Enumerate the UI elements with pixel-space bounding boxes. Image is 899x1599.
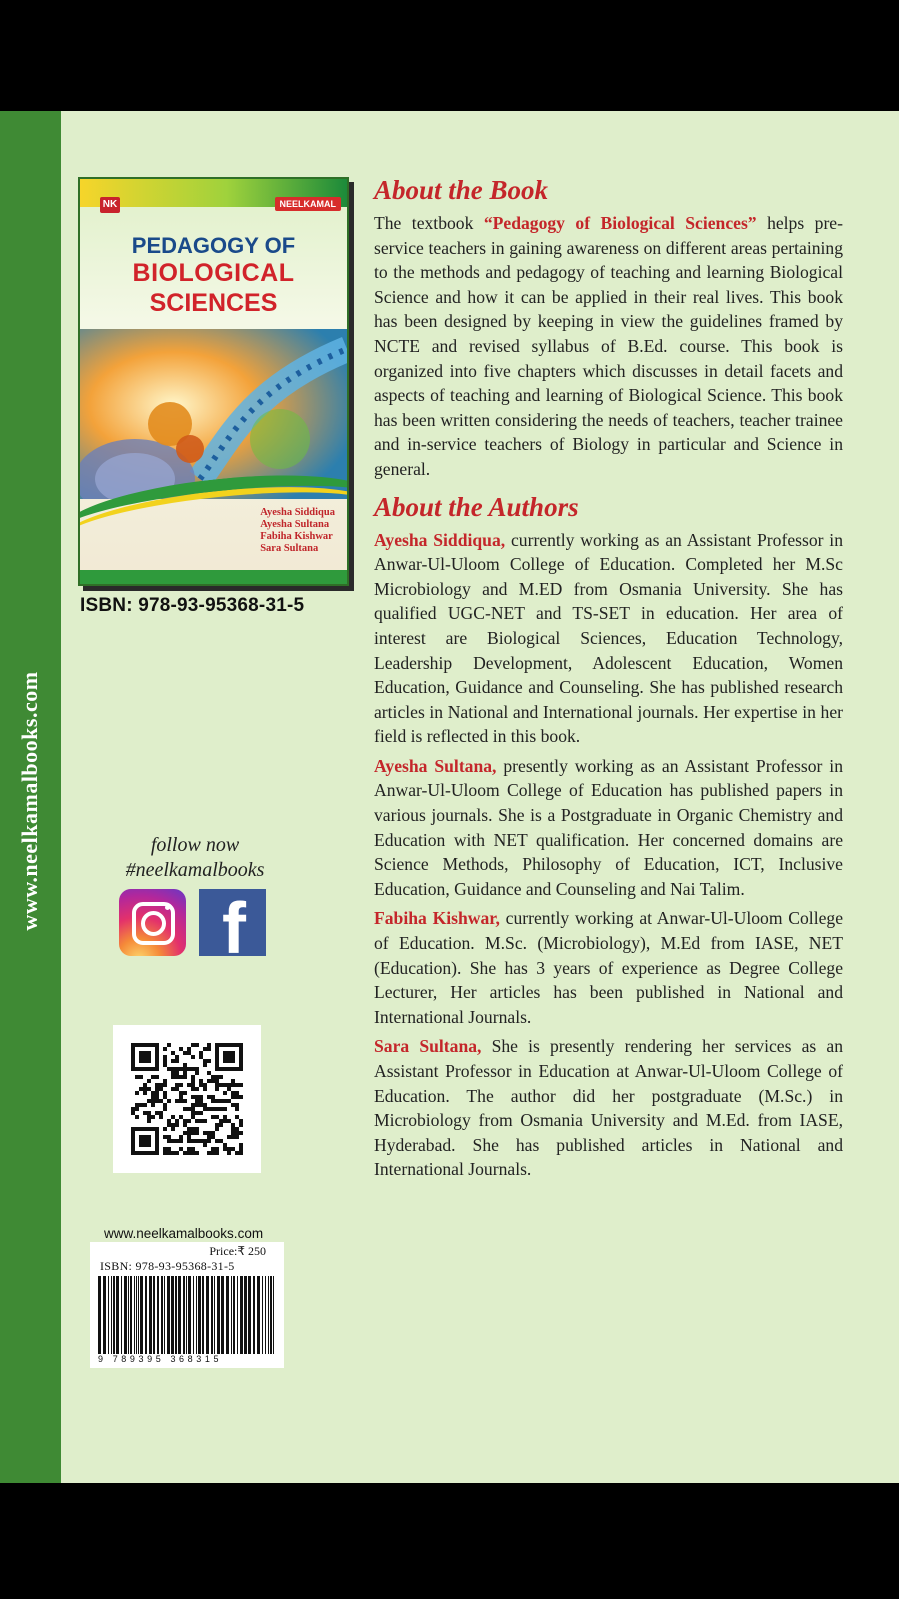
- author-name: Ayesha Siddiqua,: [374, 529, 506, 550]
- cover-author: Ayesha Sultana: [260, 519, 330, 530]
- author-name: Fabiha Kishwar,: [374, 908, 500, 929]
- cover-author: Ayesha Siddiqua: [260, 507, 335, 518]
- barcode-panel: [90, 1242, 284, 1368]
- instagram-icon[interactable]: [119, 889, 186, 956]
- about-book-text: [374, 211, 843, 482]
- author-bio-text: presently working as an Assistant Professor in Anwar-Ul-Uloom College of Education has published papers in various journals. She is a Postgraduate in Organic Chemistry and Education with NET qualification. Her concerned domains are Science Methods, Philosophy of Education, ICT, Inclusive Education, Guidance and Counseling and Nai Talim.: [374, 755, 843, 899]
- publisher-logo: NK: [100, 197, 120, 213]
- dna-helix-icon: [80, 329, 347, 499]
- social-follow: [120, 833, 270, 883]
- author-bio-text: currently working at Anwar-Ul-Uloom College of Education. M.Sc. (Microbiology), M.Ed from IASE, NET (Education). She has 3 years of experience as Degree College Lecturer, Her articles has been published in National and International Journals.: [374, 908, 844, 1027]
- barcode-url: www.neelkamalbooks.com: [104, 1226, 264, 1241]
- about-book-intro: The textbook: [374, 213, 484, 233]
- cover-title-line2: BIOLOGICAL: [132, 259, 295, 287]
- price: Price:₹ 250: [209, 1244, 266, 1258]
- cover-title-line1: PEDAGOGY OF: [131, 233, 296, 258]
- author-bio: [374, 754, 843, 902]
- about-authors-heading: About the Authors: [374, 491, 579, 522]
- cover-title-line3: SCIENCES: [149, 289, 278, 317]
- isbn-small: ISBN: 978-93-95368-31-5: [100, 1259, 235, 1273]
- author-name: Ayesha Sultana,: [374, 755, 497, 776]
- author-bio: [374, 1034, 843, 1182]
- qr-code-icon: [131, 1043, 243, 1155]
- about-book-heading: About the Book: [374, 175, 549, 205]
- about-book-body: helps pre-service teachers in gaining awareness on different areas pertaining to the methods and pedagogy of teaching and learning Biological Science and how it can be applied in their real lives. This book has been designed by keeping in view the guidelines framed by NCTE and revised syllabus of B.Ed. course. This book is organized into five chapters which discusses in detail facets and aspects of teaching and learning of Biological Science. This book has been written considering the needs of teachers, teacher trainee and in-service teachers of Biology in particular and Science in general.: [374, 213, 843, 479]
- cover-author: Fabiha Kishwar: [260, 531, 333, 542]
- author-bio-text: currently working as an Assistant Professor in Anwar-Ul-Uloom College of Education. Completed her M.Sc Microbiology and M.ED from Osmania University. She has qualified UGC-NET and TS-SET in education. Her area of interest are Biological Sciences, Education Technology, Leadership Development, Adolescent Education, Women Education, Guidance and Counseling. She has published research articles in National and International journals. Her expertise in her field is reflected in this book.: [374, 529, 843, 747]
- facebook-icon[interactable]: [199, 889, 266, 956]
- follow-text: follow now: [150, 834, 240, 856]
- book-cover-thumbnail: [78, 177, 349, 586]
- author-bio-text: She is presently rendering her services as an Assistant Professor in Education at Anwar-Ul-Uloom College of Education. The author did her postgraduate (M.Sc.) in Microbiology from Osmania University and M.Ed. from IASE, Hyderabad. She has published articles in National and International Journals.: [374, 1036, 844, 1180]
- book-title-highlight: “Pedagogy of Biological Sciences”: [483, 213, 757, 233]
- barcode-digits: 9 789395 368315: [98, 1354, 223, 1364]
- isbn-large: ISBN: 978-93-95368-31-5: [80, 595, 305, 616]
- cover-author: Sara Sultana: [260, 543, 319, 554]
- facebook-glyph: f: [222, 889, 246, 956]
- author-bio: [374, 528, 843, 749]
- cover-bottom-band: [80, 570, 347, 584]
- author-name: Sara Sultana,: [374, 1036, 482, 1057]
- author-bio: [374, 906, 843, 1029]
- spine-url: www.neelkamalbooks.com: [17, 671, 42, 931]
- spine: [0, 111, 61, 1483]
- cover-author-list: [260, 507, 335, 555]
- qr-code[interactable]: [113, 1025, 261, 1173]
- text-column: [374, 173, 843, 1187]
- barcode-icon: [98, 1276, 276, 1354]
- publisher-badge: NEELKAMAL: [275, 197, 342, 211]
- hashtag: #neelkamalbooks: [125, 859, 265, 881]
- back-cover: [0, 111, 899, 1483]
